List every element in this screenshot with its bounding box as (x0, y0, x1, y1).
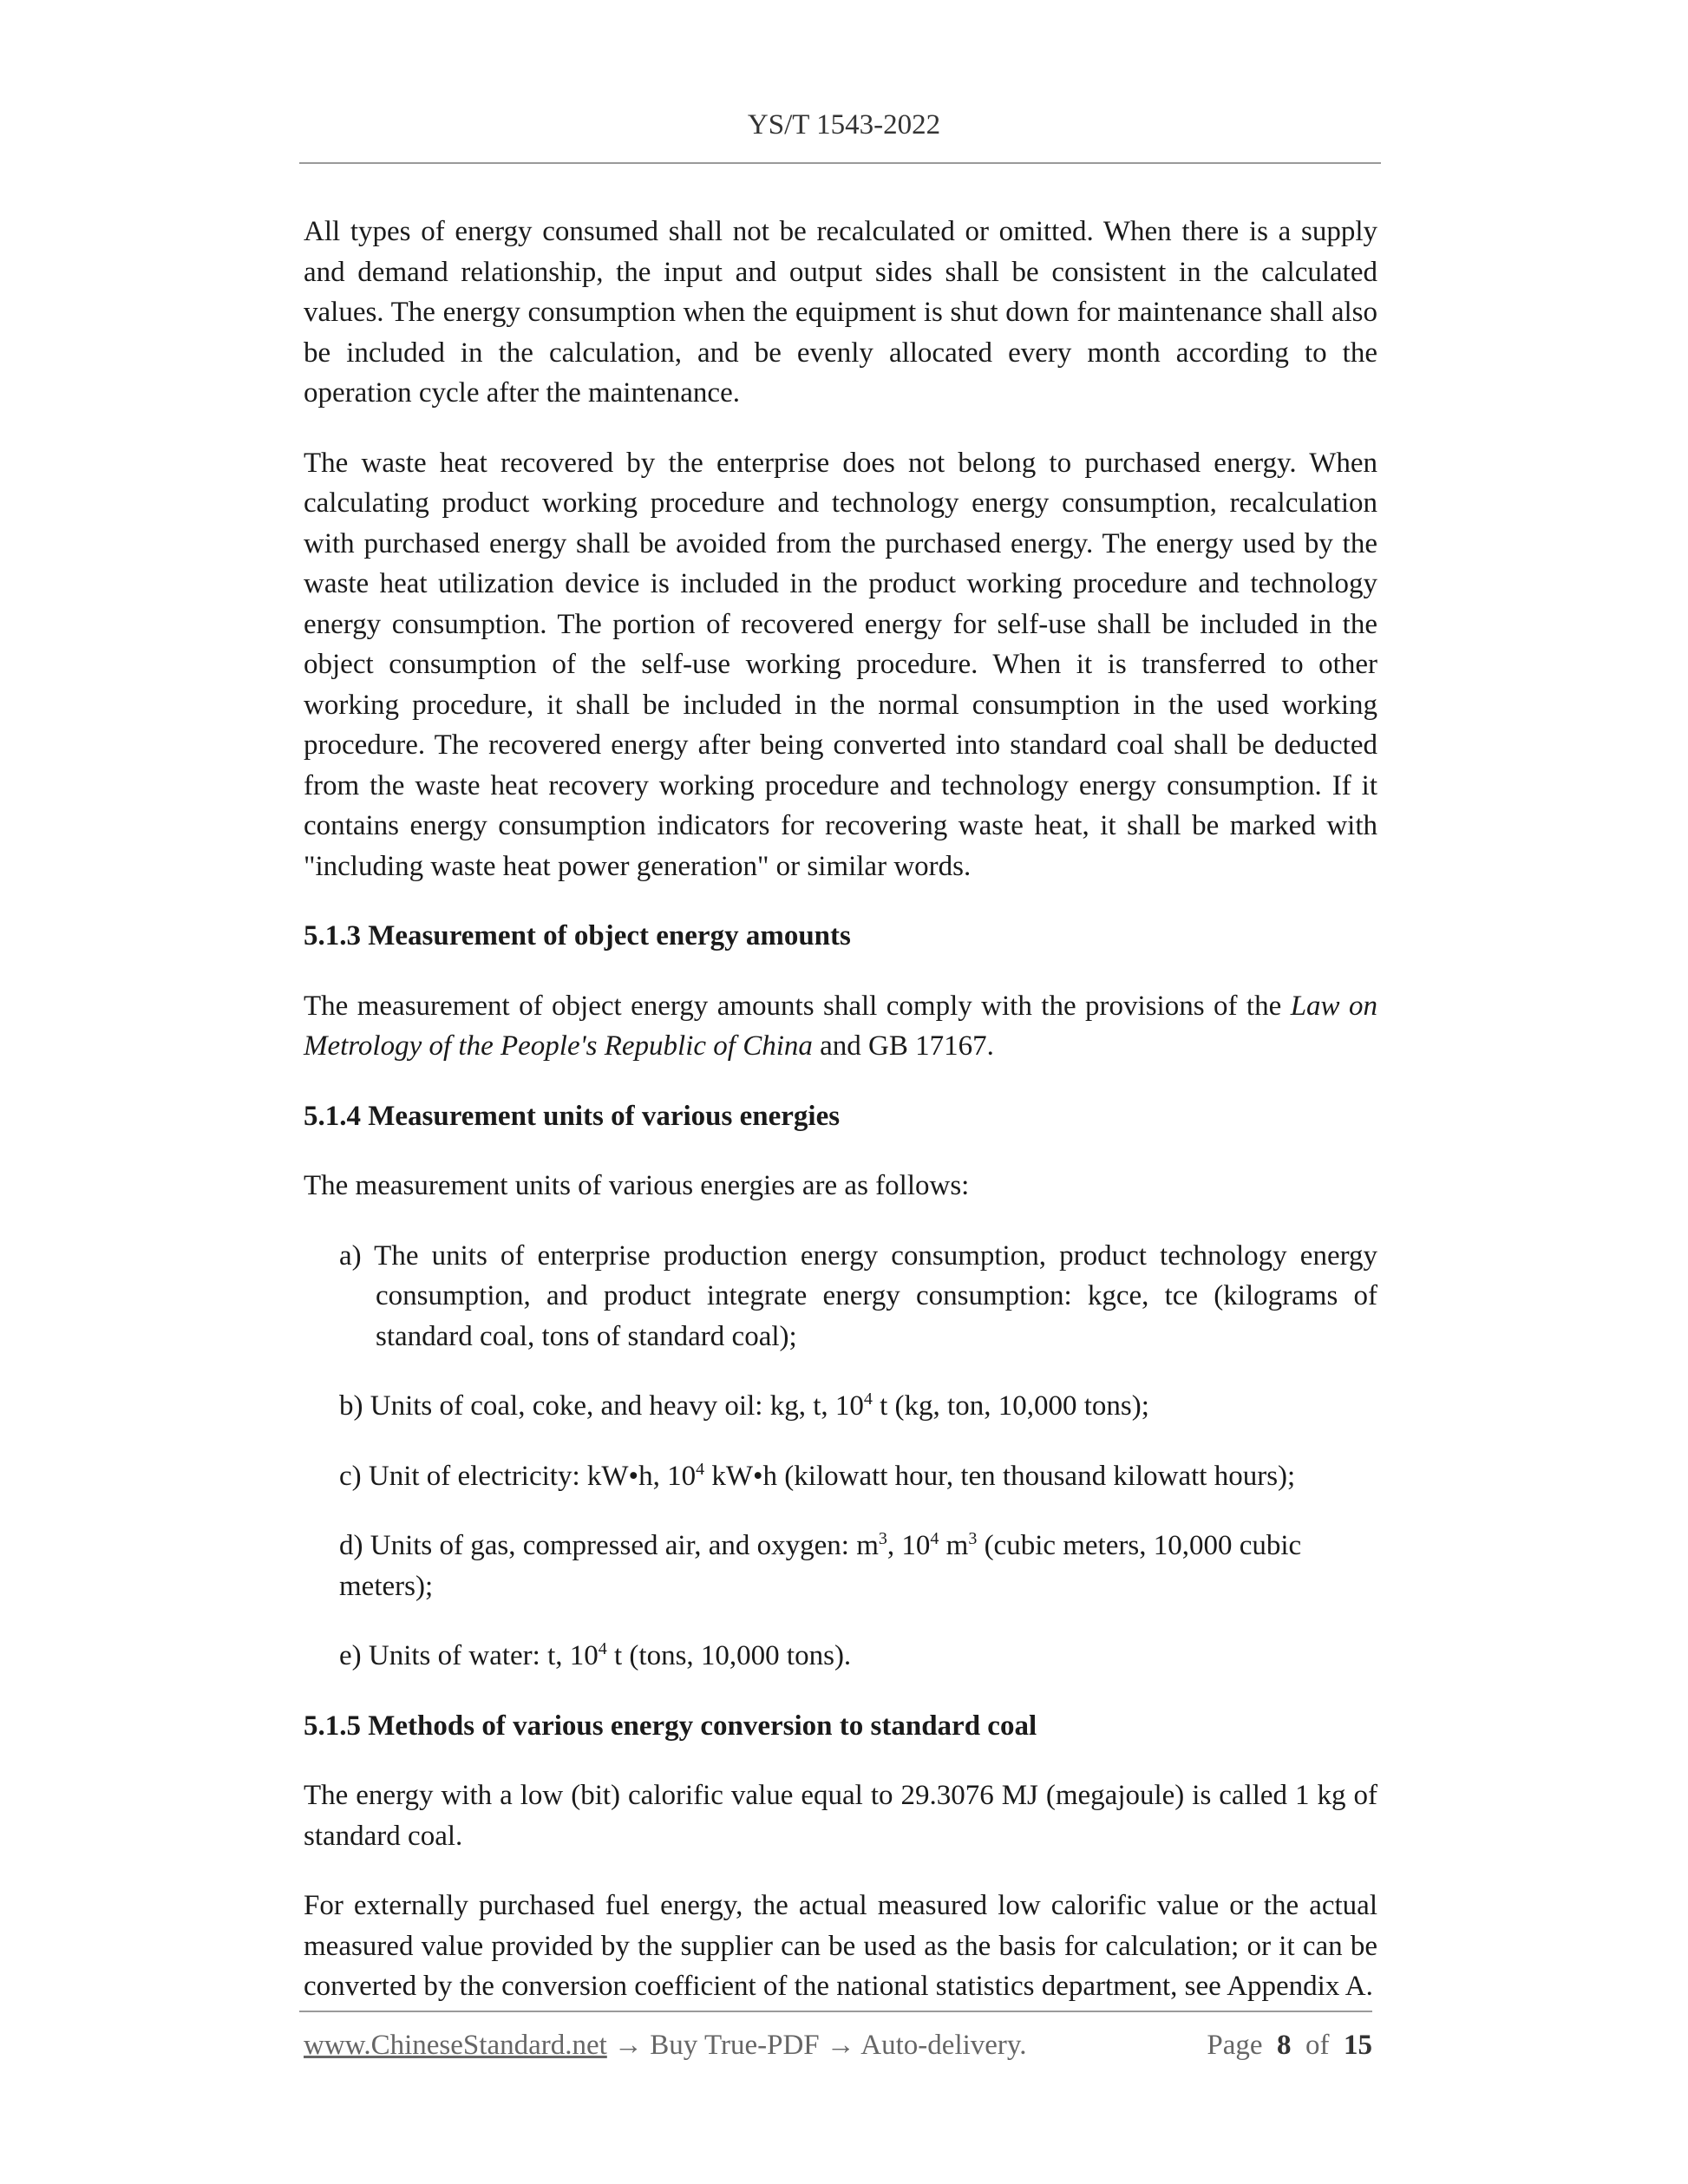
page-label: Page (1207, 2030, 1263, 2061)
text-run: and GB 17167. (812, 1030, 994, 1062)
text-run: t (tons, 10,000 tons). (606, 1640, 852, 1671)
list-item-b (304, 1386, 1377, 1427)
paragraph-purchased-fuel: For externally purchased fuel energy, the actual measured low calorific value or the actual measured value provided by the supplier can be used as the basis for calculation; or it can be converted by the conversion coefficient of the national statistics department, see Appendix A. (304, 1890, 1377, 2002)
superscript: 4 (863, 1390, 873, 1409)
superscript: 4 (930, 1529, 939, 1548)
paragraph-measurement-law (304, 986, 1377, 1067)
footer-divider (299, 2011, 1372, 2012)
page-header: YS/T 1543-2022 (747, 109, 941, 141)
list-item-d (304, 1526, 1377, 1606)
header-divider (299, 162, 1381, 164)
list-item-c (304, 1456, 1377, 1497)
superscript: 3 (878, 1529, 887, 1548)
paragraph-energy-consumed: All types of energy consumed shall not be recalculated or omitted. When there is a supply and demand relationship, the input and output sides shall be consistent in the calculated values. The energy consumption when the equipment is shut down for maintenance shall also be included in the calculation, and be evenly allocated every month according to the operation cycle after the maintenance. (304, 216, 1377, 409)
paragraph-waste-heat: The waste heat recovered by the enterprise does not belong to purchased energy. When calculating product working procedure and technology energy consumption, recalculation with purchased energy shall be avoided from the purchased energy. The energy used by the waste heat utilization device is included in the product working procedure and technology energy consumption. The portion of recovered energy for self-use shall be included in the object consumption of the self-use working procedure. When it is transferred to other working procedure, it shall be included in the normal consumption in the used working procedure. The recovered energy after being converted into standard coal shall be deducted from the waste heat recovery working procedure and technology energy consumption. If it contains energy consumption indicators for recovering waste heat, it shall be marked with "including waste heat power generation" or similar words. (304, 447, 1377, 882)
list-item-e (304, 1636, 1377, 1677)
section-heading-5-1-3: 5.1.3 Measurement of object energy amounts (304, 920, 851, 951)
text-run: The measurement of object energy amounts shall comply with the provisions of the (304, 990, 1291, 1022)
promo-text: → Buy True-PDF → Auto-delivery. (606, 2030, 1027, 2061)
law-title: Law on Metrology of the People's Republic of China (304, 990, 1377, 1062)
text-run: d) Units of gas, compressed air, and oxygen: m (339, 1530, 879, 1561)
website-link[interactable]: www.ChineseStandard.net (304, 2030, 607, 2061)
page-number: 8 (1277, 2030, 1292, 2061)
section-heading-5-1-4: 5.1.4 Measurement units of various energies (304, 1100, 841, 1132)
text-run: c) Unit of electricity: kW•h, 10 (339, 1460, 697, 1492)
text-run: t (kg, ton, 10,000 tons); (872, 1390, 1149, 1422)
page-total: 15 (1344, 2030, 1372, 2061)
text-run: e) Units of water: t, 10 (339, 1640, 599, 1671)
of-label: of (1305, 2030, 1330, 2061)
superscript: 4 (598, 1639, 607, 1658)
page-footer (304, 2030, 1372, 2062)
list-item-a: a) The units of enterprise production energy consumption, product technology energy consumption, and product integrate energy consumption: kgce, tce (kilograms of standard coal, tons of standard coal); (339, 1239, 1377, 1352)
section-heading-5-1-5: 5.1.5 Methods of various energy conversion to standard coal (304, 1710, 1037, 1742)
text-run: kW•h (kilowatt hour, ten thousand kilowatt hours); (704, 1460, 1296, 1492)
text-run: (cubic meters, 10,000 cubic meters); (339, 1530, 1302, 1602)
page-indicator (1207, 2030, 1372, 2062)
superscript: 4 (696, 1459, 705, 1479)
text-run: m (939, 1530, 969, 1561)
superscript: 3 (968, 1529, 978, 1548)
text-run: , 10 (887, 1530, 931, 1561)
text-run: b) Units of coal, coke, and heavy oil: kg, t, 10 (339, 1390, 864, 1422)
paragraph-standard-coal: The energy with a low (bit) calorific value equal to 29.3076 MJ (megajoule) is called 1 kg of standard coal. (304, 1780, 1377, 1852)
footer-promo (304, 2030, 1027, 2062)
document-body (304, 212, 1377, 2037)
paragraph-units-intro: The measurement units of various energies are as follows: (304, 1170, 970, 1201)
